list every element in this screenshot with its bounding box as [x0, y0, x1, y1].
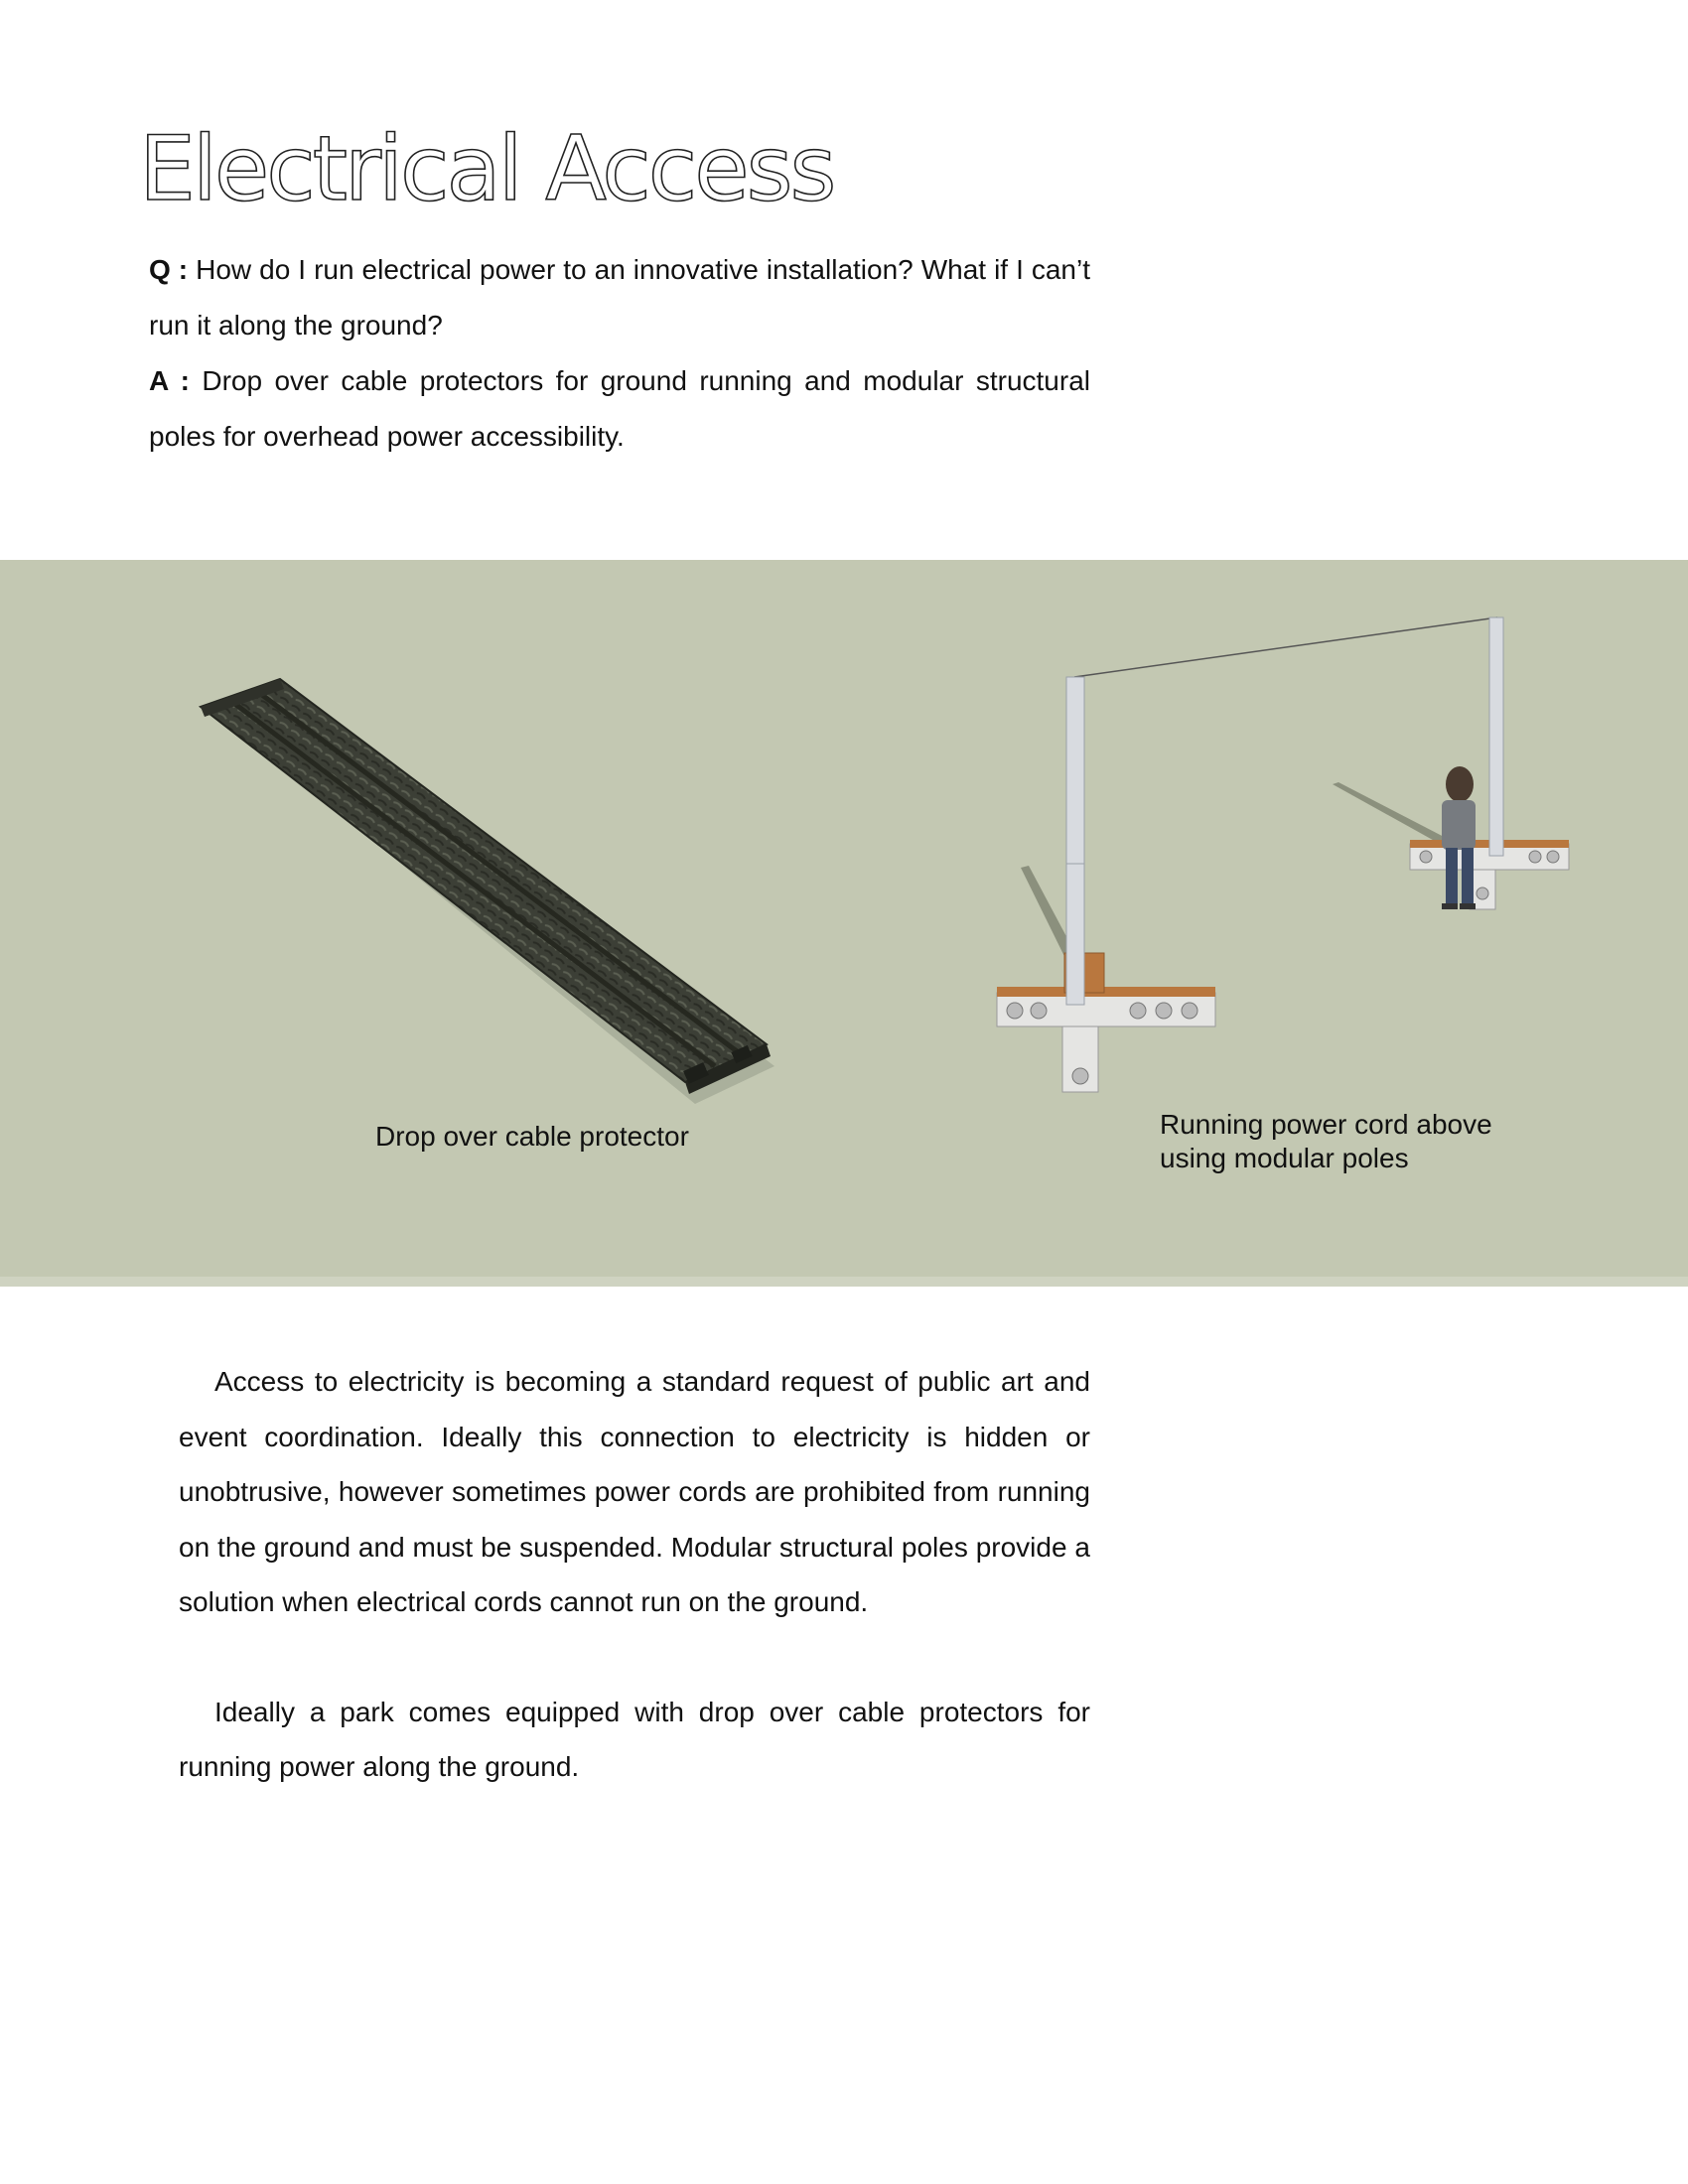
power-cord [1074, 617, 1497, 677]
near-pole-base [997, 953, 1215, 1092]
right-figure-caption: Running power cord above using modular poles [1160, 1109, 1492, 1173]
body-paragraph-2: Ideally a park comes equipped with drop over cable protectors for running power along the ground. [179, 1696, 1090, 1782]
qa-block [149, 242, 1090, 465]
answer-label: A : [149, 365, 190, 396]
cable-protector-illustration [189, 655, 804, 1112]
question [149, 242, 1090, 353]
figure-band-edge [0, 1277, 1688, 1287]
far-pole [1489, 617, 1503, 856]
left-figure-caption: Drop over cable protector [375, 1121, 689, 1152]
page-title: Electrical Access [139, 117, 834, 221]
answer-text: Drop over cable protectors for ground running and modular structural poles for overhead power accessibility. [149, 365, 1090, 452]
modular-poles-illustration [983, 606, 1638, 1102]
near-pole [1066, 677, 1084, 1005]
person-figure [1442, 766, 1476, 909]
question-text: How do I run electrical power to an innovative installation? What if I can’t run it along the ground? [149, 254, 1091, 341]
question-label: Q : [149, 254, 189, 285]
body-paragraph-1: Access to electricity is becoming a standard request of public art and event coordination. Ideally this connection to electricity is hidden or unobtrusive, however sometimes power cords are prohibited from running on the ground and must be suspended. Modular structural poles provide a solution when electrical cords cannot run on the ground. [179, 1366, 1090, 1617]
body-text [179, 1354, 1090, 1795]
answer [149, 353, 1090, 465]
